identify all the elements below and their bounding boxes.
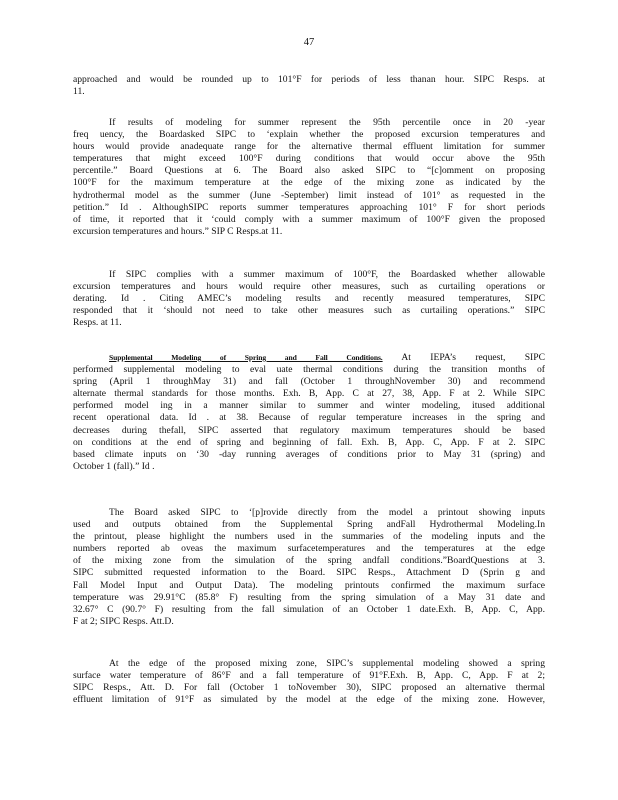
text-line: excursion temperatures and hours would require other measures, such as curtailing operations or [73,281,545,293]
text-line: 32.67° C (90.7° F) resulting from the fall simulation of an October 1 date.Exh. B, App. C, App. [73,603,545,615]
text-line: decreases during thefall, SIPC asserted that regulatory maximum temperatures should be based [73,424,545,436]
text-line: numbers reported ab oveas the maximum surfacetemperatures and the temperatures at the edge [73,543,545,555]
text-line: The Board asked SIPC to ‘[p]rovide directly from the model a printout showing inputs [109,507,545,518]
text-line: alternate thermal standards for those months. Exh. B, App. C at 27, 38, App. F at 2. While SIPC [73,388,545,400]
text-line: If SIPC complies with a summer maximum of 100°F, the Boardasked whether allowable [109,269,545,280]
text-line: temperature was 29.91°C (85.8° F) resulting from the spring simulation of a May 31 date and [73,591,545,603]
text-line: of time, it reported that it ‘could comply with a summer maximum of 100°F given the proposed [73,213,545,225]
text-line: hours would provide anadequate range for the alternative thermal effluent limitation for summer [73,141,545,153]
section-heading: Supplemental Modeling of Spring and Fall Conditions. [109,353,383,362]
paragraph-mixing-zone [73,658,545,706]
text-line: percentile.” Board Questions at 6. The Board also asked SIPC to “[c]omment on proposing [73,165,545,177]
text-line: SIPC submitted requested information to the Board. SIPC Resps., Attachment D (Sprin g and [73,567,545,579]
text-line: freq uency, the Boardasked SIPC to ‘explain whether the proposed excursion temperatures and [73,129,545,141]
text-line: petition.” Id . AlthoughSIPC reports summer temperatures approaching 101° F for short periods [73,201,545,213]
text-line: approached and would be rounded up to 101°F for periods of less thanan hour. SIPC Resps. at [73,74,545,85]
page-number: 47 [303,37,315,48]
text-line: temperatures that might exceed 100°F during conditions that would occur above the 95th [73,153,545,165]
text-line: the printout, please highlight the numbers used in the summaries of the modeling inputs and the [73,531,545,543]
text-line: used and outputs obtained from the Supplemental Spring andFall Hydrothermal Modeling.In [73,519,545,531]
paragraph-summer-maximum [73,269,545,329]
text-line: 100°F for the maximum temperature at the edge of the mixing zone as indicated by the [73,177,545,189]
text-line: F at 2; SIPC Resps. Att.D. [73,615,174,627]
text-line: performed supplemental modeling to eval uate thermal conditions during the transition months of [73,364,545,376]
text-line: on conditions at the end of spring and beginning of fall. Exh. B, App. C, App. F at 2. SIPC [73,436,545,448]
text-line: recent operational data. Id . at 38. Because of regular temperature increases in the spring and [73,412,545,424]
text-line: responded that it ‘should not need to take other measures such as curtailing operations.” SIPC [73,305,545,317]
text-line: hydrothermal model as the summer (June -September) limit instead of 101° as requested in the [73,189,545,201]
text-line: Fall Model Input and Output Data). The modeling printouts confirmed the maximum surface [73,579,545,591]
text-line: effluent limitation of 91°F as simulated by the model at the edge of the mixing zone. However, [73,694,545,706]
text-line: 11. [73,86,85,98]
text-line [73,352,545,364]
text-line: based climate inputs on ‘30 -day running averages of conditions prior to May 31 (spring) and [73,448,545,460]
text-line: October 1 (fall).” Id . [73,460,155,472]
text-line: Resps. at 11. [73,317,122,329]
paragraph-summer-modeling [73,117,545,238]
text-line: performed model ing in a manner similar to summer and winter modeling, itused additional [73,400,545,412]
text-line: of the mixing zone from the simulation of the spring andfall conditions.”BoardQuestions at 3. [73,555,545,567]
heading-trailing-text: At IEPA’s request, SIPC [382,352,545,363]
paragraph-board-printout [73,507,545,628]
text-line: excursion temperatures and hours.” SIP C Resps.at 11. [73,225,283,237]
paragraph-continuation [73,74,545,98]
text-line: derating. Id . Citing AMEC’s modeling results and recently measured temperatures, SIPC [73,293,545,305]
text-line: At the edge of the proposed mixing zone, SIPC’s supplemental modeling showed a spring [109,658,545,669]
text-line: If results of modeling for summer represent the 95th percentile once in 20 -year [109,117,545,128]
text-line: spring (April 1 throughMay 31) and fall (October 1 throughNovember 30) and recommend [73,376,545,388]
text-line: SIPC Resps., Att. D. For fall (October 1 toNovember 30), SIPC proposed an alternative thermal [73,682,545,694]
text-line: surface water temperature of 86°F and a fall temperature of 91°F.Exh. B, App. C, App. F at 2; [73,670,545,682]
paragraph-supplemental-modeling [73,352,545,473]
